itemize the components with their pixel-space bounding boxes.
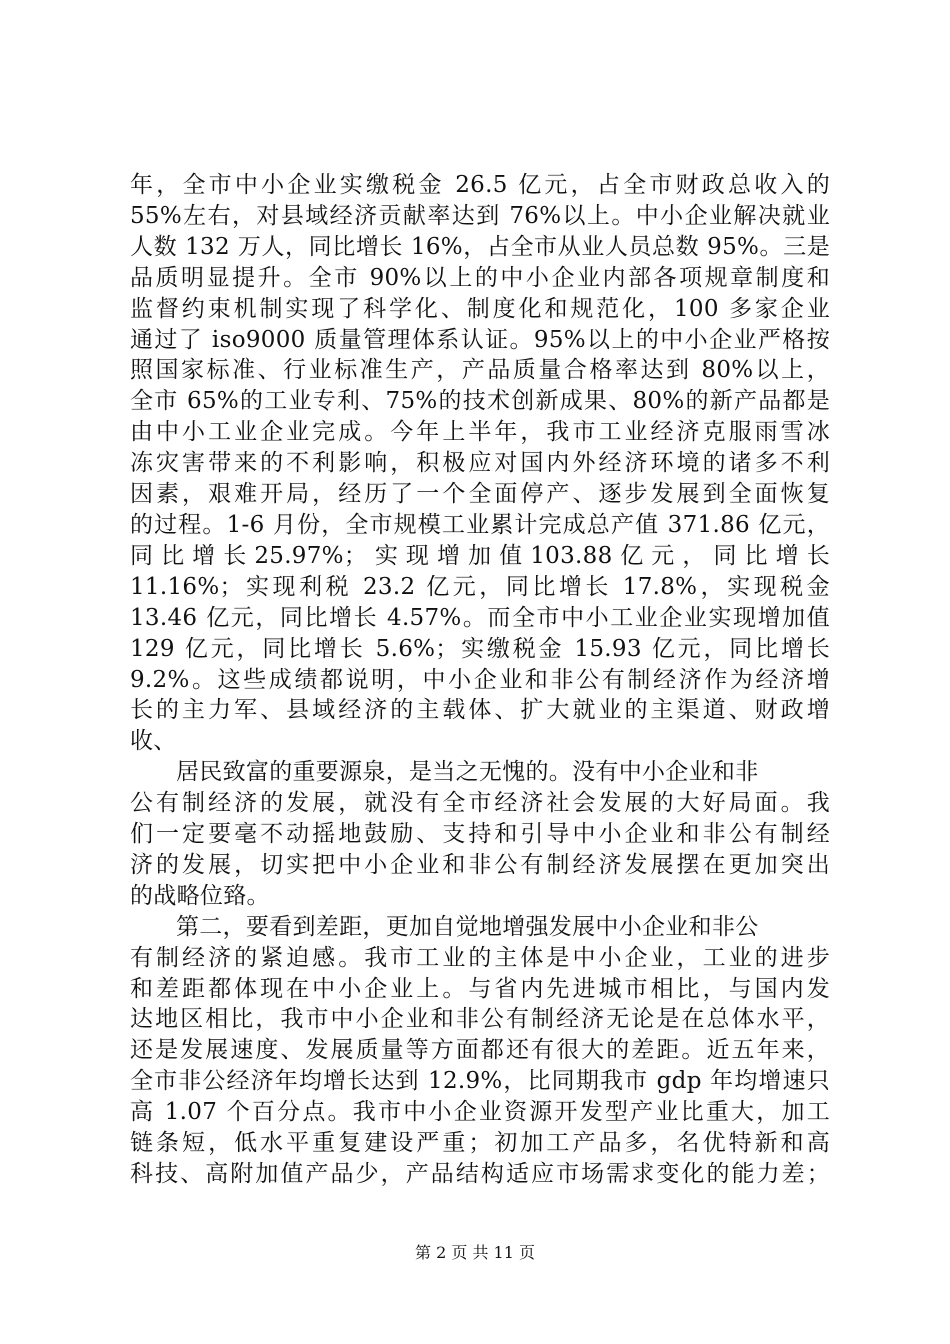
text-line: 通过了 iso9000 质量管理体系认证。95%以上的中小企业严格按 bbox=[130, 326, 830, 353]
text-line: 长的主力军、县域经济的主载体、扩大就业的主渠道、财政增 bbox=[130, 697, 830, 724]
paragraph-first-line: 居民致富的重要源泉，是当之无愧的。没有中小企业和非 bbox=[176, 759, 759, 786]
text-line: 有制经济的紧迫感。我市工业的主体是中小企业，工业的进步 bbox=[130, 944, 830, 971]
text-line: 监督约束机制实现了科学化、制度化和规范化，100 多家企业 bbox=[130, 295, 830, 322]
text-line: 55%左右，对县域经济贡献率达到 76%以上。中小企业解决就业 bbox=[130, 202, 830, 229]
text-line: 和差距都体现在中小企业上。与省内先进城市相比，与国内发 bbox=[130, 975, 830, 1002]
text-line: 因素，艰难开局，经历了一个全面停产、逐步发展到全面恢复 bbox=[130, 481, 830, 508]
text-line: 129 亿元，同比增长 5.6%；实缴税金 15.93 亿元，同比增长 bbox=[130, 635, 830, 662]
text-line: 科技、高附加值产品少，产品结构适应市场需求变化的能力差； bbox=[130, 1161, 830, 1187]
text-line: 同 比 增 长 25.97%； 实 现 增 加 值 103.88 亿 元 ， 同 比 增 长 bbox=[130, 542, 830, 569]
text-line: 高 1.07 个百分点。我市中小企业资源开发型产业比重大，加工 bbox=[130, 1099, 830, 1126]
text-line: 人数 132 万人，同比增长 16%，占全市从业人员总数 95%。三是 bbox=[130, 233, 830, 260]
text-line: 链条短，低水平重复建设严重；初加工产品多，名优特新和高 bbox=[130, 1130, 830, 1157]
text-line: 年，全市中小企业实缴税金 26.5 亿元，占全市财政总收入的 bbox=[130, 172, 830, 198]
text-line: 济的发展，切实把中小企业和非公有制经济发展摆在更加突出 bbox=[130, 851, 830, 878]
text-line: 达地区相比，我市中小企业和非公有制经济无论是在总体水平， bbox=[130, 1006, 830, 1033]
text-line: 全市 65%的工业专利、75%的技术创新成果、80%的新产品都是 bbox=[130, 388, 830, 415]
text-line: 9.2%。这些成绩都说明，中小企业和非公有制经济作为经济增 bbox=[130, 666, 830, 693]
text-line: 13.46 亿元，同比增长 4.57%。而全市中小工业企业实现增加值 bbox=[130, 604, 830, 631]
page-number-footer: 第 2 页 共 11 页 bbox=[415, 1243, 535, 1262]
text-line: 的过程。1-6 月份，全市规模工业累计完成总产值 371.86 亿元， bbox=[130, 511, 830, 538]
text-line: 还是发展速度、发展质量等方面都还有很大的差距。近五年来， bbox=[130, 1037, 830, 1064]
text-line: 品质明显提升。全市 90%以上的中小企业内部各项规章制度和 bbox=[130, 264, 830, 291]
text-line: 的战略位臵。 bbox=[130, 882, 270, 909]
text-line: 11.16%；实现利税 23.2 亿元，同比增长 17.8%，实现税金 bbox=[130, 573, 830, 600]
document-body bbox=[130, 170, 830, 1190]
text-line: 们一定要毫不动摇地鼓励、支持和引导中小企业和非公有制经 bbox=[130, 821, 830, 848]
text-line: 全市非公经济年均增长达到 12.9%，比同期我市 gdp 年均增速只 bbox=[130, 1068, 830, 1095]
paragraph-first-line: 第二，要看到差距，更加自觉地增强发展中小企业和非公 bbox=[176, 913, 759, 940]
text-line: 收、 bbox=[130, 728, 177, 755]
text-line: 公有制经济的发展，就没有全市经济社会发展的大好局面。我 bbox=[130, 790, 830, 817]
text-line: 照国家标准、行业标准生产，产品质量合格率达到 80%以上， bbox=[130, 357, 830, 384]
text-line: 由中小工业企业完成。今年上半年，我市工业经济克服雨雪冰 bbox=[130, 419, 830, 446]
text-line: 冻灾害带来的不利影响，积极应对国内外经济环境的诸多不利 bbox=[130, 450, 830, 477]
